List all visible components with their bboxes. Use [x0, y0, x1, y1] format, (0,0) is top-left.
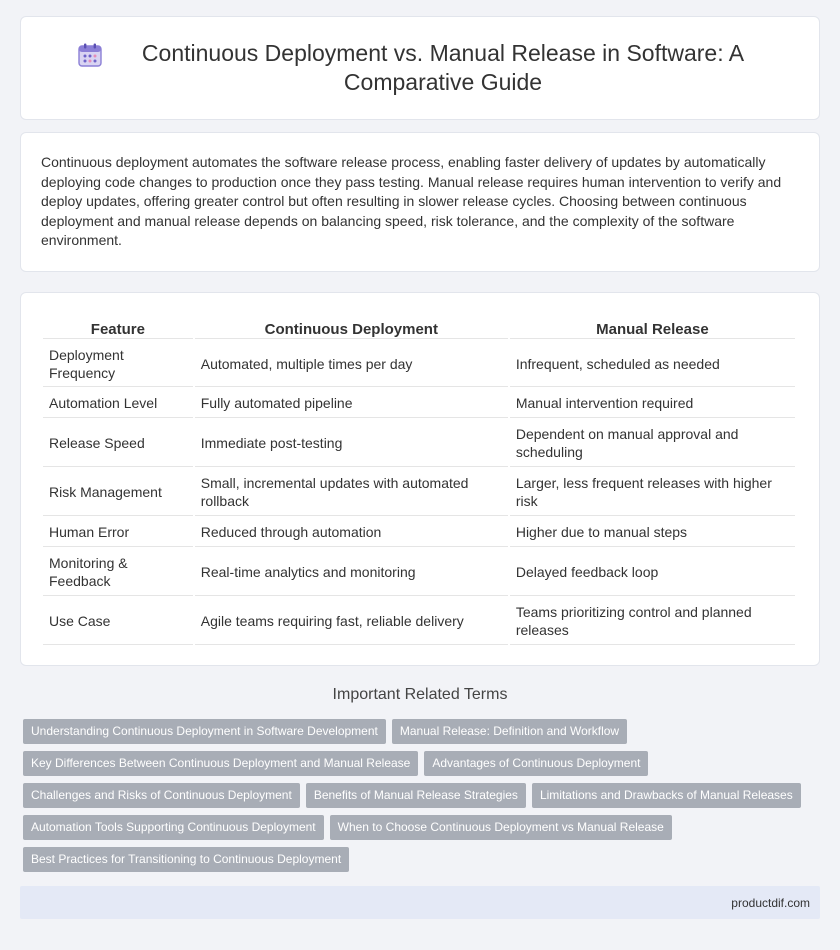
- related-term-tag[interactable]: When to Choose Continuous Deployment vs Manual Release: [330, 815, 672, 840]
- related-term-tag[interactable]: Benefits of Manual Release Strategies: [306, 783, 526, 808]
- manual-cell: Teams prioritizing control and planned releases: [510, 598, 795, 645]
- manual-cell: Higher due to manual steps: [510, 518, 795, 547]
- footer: [20, 886, 820, 919]
- related-term-tag[interactable]: Challenges and Risks of Continuous Deployment: [23, 783, 300, 808]
- continuous-cell: Immediate post-testing: [195, 420, 508, 467]
- header-continuous-deployment: Continuous Deployment: [195, 315, 508, 339]
- intro-card: [20, 132, 820, 272]
- feature-cell: Human Error: [43, 518, 193, 547]
- header-feature: Feature: [43, 315, 193, 339]
- related-term-tag[interactable]: Automation Tools Supporting Continuous Deployment: [23, 815, 324, 840]
- table-row: [43, 469, 795, 516]
- continuous-cell: Fully automated pipeline: [195, 389, 508, 418]
- continuous-cell: Automated, multiple times per day: [195, 341, 508, 387]
- comparison-card: [20, 292, 820, 666]
- continuous-cell: Agile teams requiring fast, reliable delivery: [195, 598, 508, 645]
- table-row: [43, 389, 795, 418]
- tag-row: [23, 783, 823, 808]
- related-term-tag[interactable]: Advantages of Continuous Deployment: [424, 751, 648, 776]
- feature-cell: Release Speed: [43, 420, 193, 467]
- related-term-tag[interactable]: Key Differences Between Continuous Deployment and Manual Release: [23, 751, 418, 776]
- related-term-tag[interactable]: Understanding Continuous Deployment in Software Development: [23, 719, 386, 744]
- tag-row: [23, 815, 823, 840]
- manual-cell: Dependent on manual approval and scheduling: [510, 420, 795, 467]
- manual-cell: Larger, less frequent releases with higher risk: [510, 469, 795, 516]
- related-term-tag[interactable]: Best Practices for Transitioning to Continuous Deployment: [23, 847, 349, 872]
- table-row: [43, 518, 795, 547]
- tag-row: [23, 751, 823, 776]
- table-row: [43, 420, 795, 467]
- manual-cell: Manual intervention required: [510, 389, 795, 418]
- continuous-cell: Real-time analytics and monitoring: [195, 549, 508, 596]
- header-manual-release: Manual Release: [510, 315, 795, 339]
- table-row: [43, 549, 795, 596]
- table-row: [43, 341, 795, 387]
- manual-cell: Delayed feedback loop: [510, 549, 795, 596]
- feature-cell: Monitoring & Feedback: [43, 549, 193, 596]
- footer-site-link[interactable]: productdif.com: [731, 895, 810, 910]
- related-term-tag[interactable]: Manual Release: Definition and Workflow: [392, 719, 627, 744]
- intro-text: Continuous deployment automates the software release process, enabling faster delivery of updates by automatically deploying code changes to production once they pass testing. Manual release requires human intervention to verify and deploy updates, offering greater control but often resulting in slower release cycles. Choosing between continuous deployment and manual release depends on balancing speed, risk tolerance, and the complexity of the software environment.: [41, 154, 782, 249]
- table-header-row: [43, 315, 795, 339]
- continuous-cell: Reduced through automation: [195, 518, 508, 547]
- related-terms-tags: [23, 719, 823, 879]
- manual-cell: Infrequent, scheduled as needed: [510, 341, 795, 387]
- continuous-cell: Small, incremental updates with automated rollback: [195, 469, 508, 516]
- feature-cell: Risk Management: [43, 469, 193, 516]
- calendar-icon: [77, 42, 103, 68]
- comparison-table: [41, 313, 797, 647]
- feature-cell: Deployment Frequency: [43, 341, 193, 387]
- related-term-tag[interactable]: Limitations and Drawbacks of Manual Releases: [532, 783, 801, 808]
- table-row: [43, 598, 795, 645]
- title-card: [20, 16, 820, 120]
- page-title: Continuous Deployment vs. Manual Release in Software: A Comparative Guide: [141, 40, 745, 95]
- feature-cell: Automation Level: [43, 389, 193, 418]
- tag-row: [23, 847, 823, 872]
- title-wrap: [37, 39, 803, 97]
- tag-row: [23, 719, 823, 744]
- feature-cell: Use Case: [43, 598, 193, 645]
- related-terms-title: Important Related Terms: [332, 686, 508, 703]
